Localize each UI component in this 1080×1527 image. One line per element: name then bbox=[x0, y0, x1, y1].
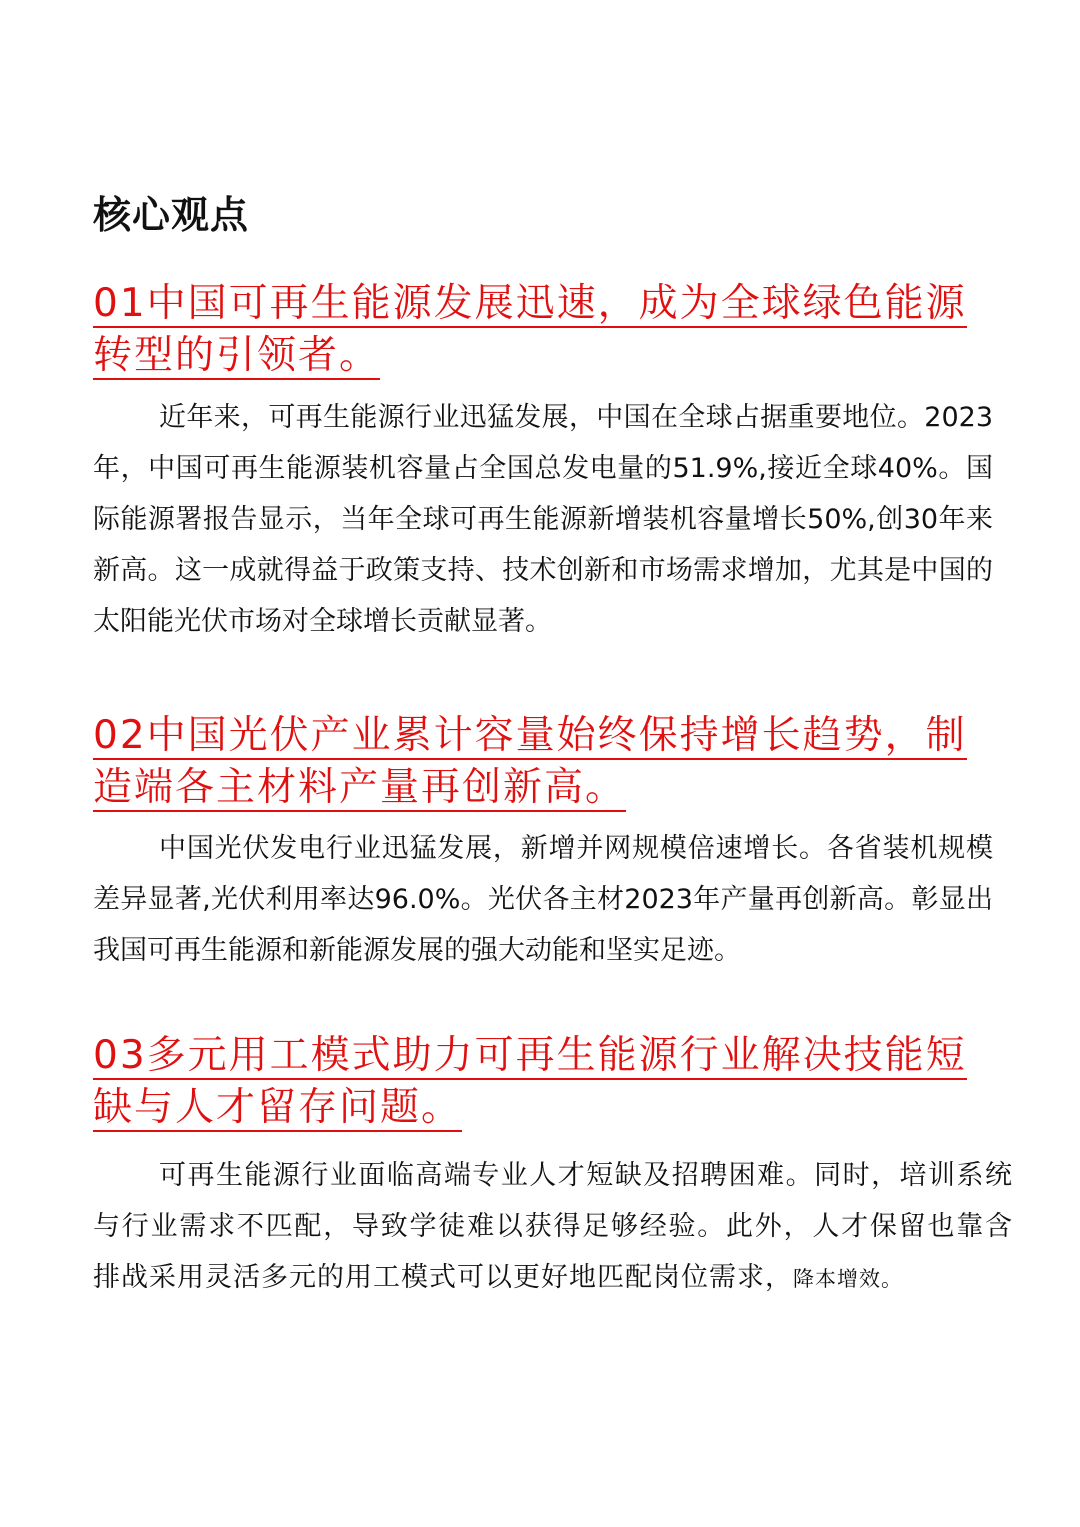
section-heading-02 bbox=[93, 710, 993, 814]
page-title: 核心观点 bbox=[93, 193, 250, 237]
section-body-03 bbox=[93, 1150, 1013, 1305]
section-heading-03-text: 03多元用工模式助力可再生能源行业解决技能短缺与人才留存问题。 bbox=[93, 1033, 967, 1130]
section-body-02: 中国光伏发电行业迅猛发展，新增并网规模倍速增长。各省装机规模差异显著,光伏利用率达96.0%。光伏各主材2023年产量再创新高。彰显出我国可再生能源和新能源发展的强大动能和坚实足迹。 bbox=[93, 833, 993, 966]
section-heading-01 bbox=[93, 278, 993, 382]
section-heading-02-text: 02中国光伏产业累计容量始终保持增长趋势，制造端各主材料产量再创新高。 bbox=[93, 713, 967, 810]
section-body-03-tail: 降本增效。 bbox=[793, 1267, 903, 1291]
section-body-01: 近年来，可再生能源行业迅猛发展，中国在全球占据重要地位。2023年，中国可再生能源装机容量占全国总发电量的51.9%,接近全球40%。国际能源署报告显示，当年全球可再生能源新增装机容量增长50%,创30年来新高。这一成就得益于政策支持、技术创新和市场需求增加，尤其是中国的太阳能光伏市场对全球增长贡献显著。 bbox=[93, 402, 993, 637]
section-heading-03 bbox=[93, 1030, 993, 1134]
section-heading-01-text: 01中国可再生能源发展迅速，成为全球绿色能源转型的引领者。 bbox=[93, 281, 967, 378]
section-body-03-main: 可再生能源行业面临高端专业人才短缺及招聘困难。同时，培训系统与行业需求不匹配，导致学徒难以获得足够经验。此外，人才保留也靠含排战采用灵活多元的用工模式可以更好地匹配岗位需求， bbox=[93, 1160, 1013, 1293]
